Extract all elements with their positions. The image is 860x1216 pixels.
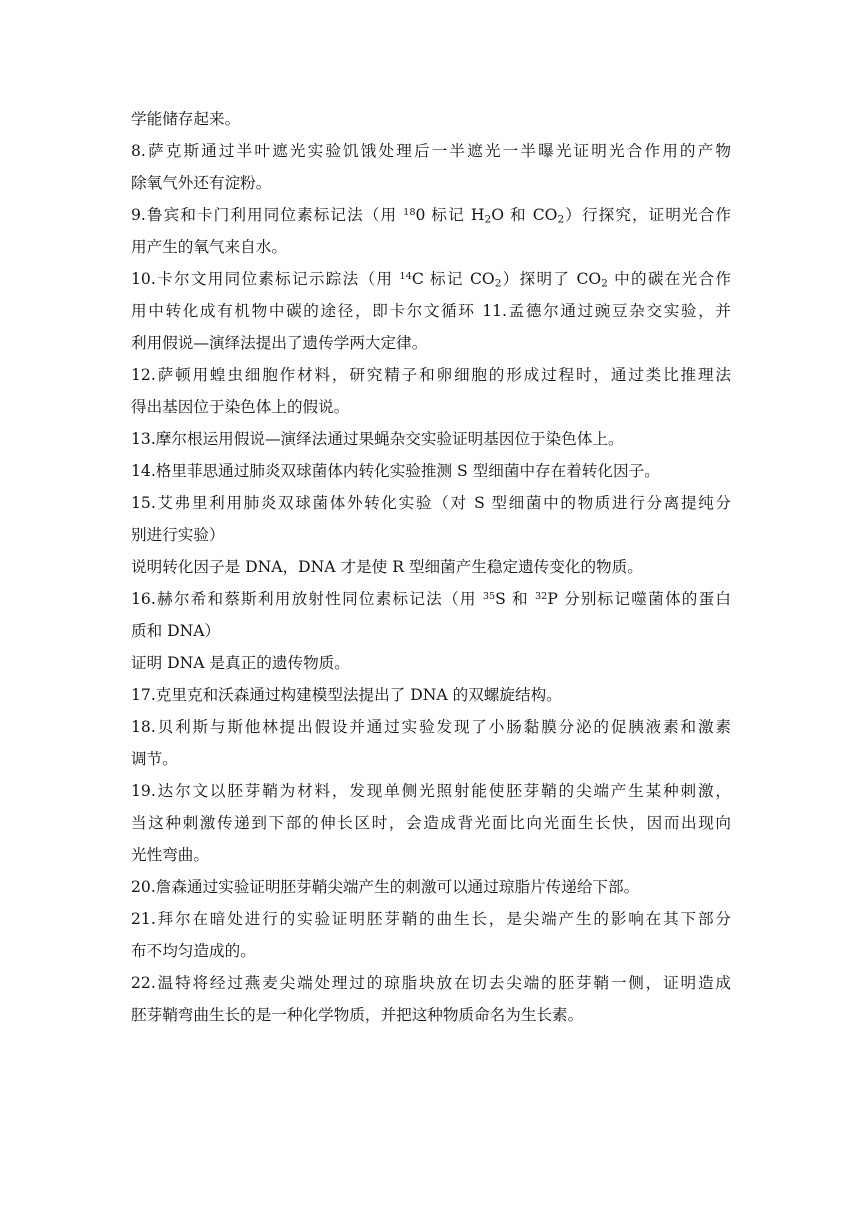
- text-line: [131, 935, 731, 967]
- text-line: [131, 231, 731, 263]
- text-line: [131, 551, 731, 583]
- superscript-text: 18: [403, 207, 416, 219]
- line-text: 胚芽鞘弯曲生长的是一种化学物质，并把这种物质命名为生长素。: [131, 1006, 584, 1024]
- line-text: 用产生的氧气来自水。: [131, 238, 287, 256]
- subscript-text: 2: [601, 277, 608, 290]
- line-text: 19.达尔文以胚芽鞘为材料，发现单侧光照射能使胚芽鞘的尖端产生某种刺激，: [131, 782, 731, 800]
- subscript-text: 2: [557, 213, 565, 226]
- line-text: ）探明了 CO: [501, 270, 602, 288]
- line-text: P 分别标记噬菌体的蛋白: [547, 590, 731, 608]
- text-line: [131, 455, 731, 487]
- line-text: 21.拜尔在暗处进行的实验证明胚芽鞘的曲生长，是尖端产生的影响在其下部分: [131, 910, 731, 928]
- text-line: [131, 103, 731, 135]
- line-text: 布不均匀造成的。: [131, 942, 256, 960]
- text-line: [131, 359, 731, 391]
- line-text: 17.克里克和沃森通过构建模型法提出了 DNA 的双螺旋结构。: [131, 686, 562, 704]
- text-line: [131, 199, 731, 231]
- line-text: 9.鲁宾和卡门利用同位素标记法（用: [131, 206, 404, 224]
- text-line: [131, 263, 731, 295]
- line-text: 12.萨顿用蝗虫细胞作材料，研究精子和卵细胞的形成过程时，通过类比推理法: [131, 366, 731, 384]
- line-text: 当这种刺激传递到下部的伸长区时，会造成背光面比向光面生长快，因而出现向: [131, 814, 731, 832]
- line-text: 别进行实验）: [131, 526, 225, 544]
- line-text: S 和: [495, 590, 536, 608]
- line-text: 得出基因位于染色体上的假说。: [131, 398, 350, 416]
- line-text: 除氧气外还有淀粉。: [131, 174, 272, 192]
- superscript-text: 35: [482, 591, 496, 603]
- text-line: [131, 871, 731, 903]
- line-text: 质和 DNA）: [131, 622, 221, 640]
- subscript-text: 2: [484, 213, 492, 226]
- line-text: 13.摩尔根运用假说—演绎法通过果蝇杂交实验证明基因位于染色体上。: [131, 430, 624, 448]
- text-line: [131, 135, 731, 167]
- line-text: 学能储存起来。: [131, 110, 241, 128]
- line-text: 光性弯曲。: [131, 846, 209, 864]
- line-text: 证明 DNA 是真正的遗传物质。: [131, 654, 350, 672]
- text-line: [131, 167, 731, 199]
- text-line: [131, 519, 731, 551]
- superscript-text: 14: [399, 271, 412, 283]
- text-line: [131, 711, 731, 743]
- line-text: 用中转化成有机物中碳的途径，即卡尔文循环 11.孟德尔通过豌豆杂交实验，并: [131, 302, 731, 320]
- line-text: O 和 CO: [491, 206, 558, 224]
- subscript-text: 2: [494, 277, 502, 290]
- line-text: C 标记 CO: [411, 270, 495, 288]
- text-line: [131, 807, 731, 839]
- text-line: [131, 743, 731, 775]
- text-line: [131, 775, 731, 807]
- text-line: [131, 391, 731, 423]
- line-text: 22.温特将经过燕麦尖端处理过的琼脂块放在切去尖端的胚芽鞘一侧，证明造成: [131, 974, 731, 992]
- line-text: 调节。: [131, 750, 178, 768]
- line-text: ）行探究，证明光合作: [564, 206, 731, 224]
- text-line: [131, 647, 731, 679]
- superscript-text: 32: [535, 591, 548, 603]
- text-line: [131, 999, 731, 1031]
- text-line: [131, 615, 731, 647]
- text-line: [131, 327, 731, 359]
- line-text: 0 标记 H: [415, 206, 485, 224]
- line-text: 18.贝利斯与斯他林提出假设并通过实验发现了小肠黏膜分泌的促胰液素和激素: [131, 718, 731, 736]
- line-text: 14.格里菲思通过肺炎双球菌体内转化实验推测 S 型细菌中存在着转化因子。: [131, 462, 660, 480]
- line-text: 20.詹森通过实验证明胚芽鞘尖端产生的刺激可以通过琼脂片传递给下部。: [131, 878, 640, 896]
- text-line: [131, 423, 731, 455]
- text-line: [131, 839, 731, 871]
- text-line: [131, 295, 731, 327]
- line-text: 16.赫尔希和蔡斯利用放射性同位素标记法（用: [131, 590, 483, 608]
- line-text: 利用假说—演绎法提出了遗传学两大定律。: [131, 334, 428, 352]
- text-line: [131, 903, 731, 935]
- text-line: [131, 583, 731, 615]
- text-line: [131, 967, 731, 999]
- line-text: 10.卡尔文用同位素标记示踪法（用: [131, 270, 400, 288]
- line-text: 说明转化因子是 DNA，DNA 才是使 R 型细菌产生稳定遗传变化的物质。: [131, 558, 643, 576]
- document-body-text: [131, 103, 731, 1031]
- line-text: 中的碳在光合作: [607, 270, 731, 288]
- text-line: [131, 487, 731, 519]
- line-text: 8.萨克斯通过半叶遮光实验饥饿处理后一半遮光一半曝光证明光合作用的产物: [131, 142, 731, 160]
- line-text: 15.艾弗里利用肺炎双球菌体外转化实验（对 S 型细菌中的物质进行分离提纯分: [131, 494, 731, 512]
- text-line: [131, 679, 731, 711]
